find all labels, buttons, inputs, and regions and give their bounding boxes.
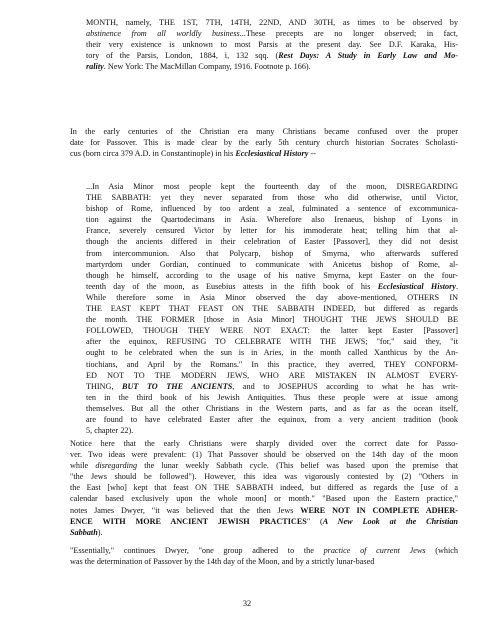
text-line	[86, 425, 458, 436]
text-run: bishop of Rome, influenced by too ardent a zeal, fulminated a sentence of excommunica-	[86, 204, 458, 214]
text-run: though he himself, according to the usage of his native Smyrna, kept Easter on the four-	[86, 270, 458, 280]
text-line	[86, 61, 458, 72]
text-run: calendar based exclusively upon the whole moon] or month." "Based upon the Eastern practice,"	[70, 494, 458, 504]
text-line	[86, 28, 458, 39]
page-number: 32	[242, 599, 252, 608]
text-run: While therefore some in Asia Minor observed the day above-mentioned, OTHERS IN	[86, 292, 458, 302]
text-run: tion against the Quartodecimans in Asia. Wherefore also Irenaeus, bishop of Lyons in	[86, 215, 458, 225]
text-line	[70, 556, 458, 567]
text-line	[86, 225, 458, 236]
text-line	[70, 137, 458, 148]
text-run: 5, chapter 22).	[86, 426, 134, 436]
text-run: the month. THE FORMER [those in Asia Minor] THOUGHT THE JEWS SHOULD BE	[86, 315, 458, 325]
body-paragraph	[70, 545, 458, 567]
emphasized-text	[378, 282, 456, 291]
text-line	[86, 203, 458, 214]
text-line	[86, 370, 458, 381]
text-run: themselves. But all the other Christians in the Western parts, and as far as the ocean itself,	[86, 403, 458, 413]
emphasized-text	[70, 528, 98, 537]
text-run: THE EAST KEPT THAT FEAST ON THE SABBATH INDEED, but differed as regards	[86, 304, 458, 314]
text-run: --	[308, 149, 316, 159]
text-line	[86, 336, 458, 347]
text-run: " (	[306, 516, 323, 526]
text-line	[86, 414, 458, 425]
emphasized-text	[323, 517, 458, 526]
text-line	[86, 292, 458, 303]
text-line	[70, 438, 458, 449]
emphasized-text	[278, 51, 458, 60]
emphasized-text: practice of current Jews	[323, 546, 426, 555]
text-line	[70, 460, 458, 471]
text-run: notes James Dwyer, "it was believed that the then Jews	[70, 505, 301, 515]
text-run: THE SABBATH: yet they never separated from those who did otherwise, until Victor,	[86, 193, 458, 203]
text-line	[86, 325, 458, 336]
text-line	[86, 347, 458, 358]
text-run: tiochians, and April by the Romans." In this practice, they averred, THEY CONFORM-	[86, 359, 458, 369]
text-run: ...In Asia Minor most people kept the fourteenth day of the moon, DISREGARDING	[86, 182, 458, 191]
text-run: "the Jews should be followed"). However, this idea was vigorously contested by (2) "Others in	[70, 472, 458, 482]
text-line	[86, 259, 458, 270]
text-line	[70, 505, 458, 516]
text-run: the lunar weekly Sabbath cycle. (This belief was based upon the premise that	[137, 461, 458, 471]
text-line	[86, 181, 458, 192]
text-run: date for Passover. This is made clear by the early 5th century church historian Socrates Scholasti-	[70, 138, 458, 148]
text-line	[86, 270, 458, 281]
text-line	[70, 527, 458, 538]
text-run: while	[70, 461, 96, 471]
body-paragraph	[70, 438, 458, 538]
text-line	[86, 392, 458, 403]
text-line	[86, 381, 458, 392]
emphasized-text: abstinence from all worldly business	[86, 29, 240, 39]
text-run: ).	[97, 527, 103, 537]
text-run: cus (born circa 379 A.D. in Constantinople) in his	[70, 149, 236, 159]
text-line	[70, 482, 458, 493]
text-line	[70, 471, 458, 482]
text-line	[70, 493, 458, 504]
text-line	[86, 359, 458, 370]
emphasized-text: BUT TO THE ANCIENTS	[122, 381, 233, 391]
text-run: (which	[425, 546, 458, 555]
emphasized-text: Ecclesiastical History	[235, 149, 309, 159]
text-run: France, severely censured Victor by letter for his immoderate heat; telling him that al-	[86, 226, 458, 236]
text-line	[70, 148, 458, 159]
text-line	[86, 50, 458, 61]
text-run: ten in the third book of his Jewish Antiquities. Thus these people were at issue among	[86, 392, 458, 402]
emphasized-text: Sabbath	[70, 527, 98, 537]
text-run: ver. Two ideas were prevalent: (1) That Passover should be observed on the 14th day of the moon	[70, 450, 458, 460]
text-run: teenth day of the moon, as Eusebius attests in the fifth book of his	[86, 281, 378, 291]
text-run: Notice here that the early Christians were sharply divided over the correct date for Passo-	[70, 439, 458, 448]
text-run: .	[455, 281, 458, 291]
text-run: are found to have celebrated Easter after the equinox, from a very ancient tradition (book	[86, 414, 458, 424]
text-line	[70, 545, 458, 556]
emphasized-text: WERE NOT IN COMPLETE ADHER-	[300, 505, 458, 515]
text-line	[86, 248, 458, 259]
text-line	[86, 214, 458, 225]
emphasized-text	[235, 149, 308, 158]
emphasized-text: Ecclesiastical History	[377, 281, 456, 291]
text-line	[86, 403, 458, 414]
text-line	[86, 281, 458, 292]
text-run: "Essentially," continues Dwyer, "one group adhered to the	[70, 546, 324, 555]
text-run: . New York: The MacMillan Company, 1916. Footnote p. 166).	[103, 62, 311, 72]
text-line	[86, 39, 458, 50]
text-run: ...These precepts are no longer observed; in fact,	[239, 29, 458, 39]
emphasized-text: A New Look at the Christian	[322, 516, 458, 526]
emphasized-text: disregarding	[95, 461, 138, 471]
emphasized-text: Rest Days: A Study in Early Law and Mo-	[278, 51, 458, 61]
text-run: their very existence is unknown to most Parsis at the present day. See D.F. Karaka, His-	[86, 40, 458, 50]
block-quote	[86, 17, 458, 72]
text-run: ought to be celebrated when the sun is in Aries, in the month called Xanthicus by the An-	[86, 348, 458, 358]
text-line	[86, 236, 458, 247]
emphasized-text	[86, 62, 104, 71]
text-run: THING,	[86, 381, 123, 391]
emphasized-text: rality	[86, 62, 104, 72]
text-line	[70, 516, 458, 527]
text-run: , and to JOSEPHUS according to what he has writ-	[232, 381, 458, 391]
text-run: FOLLOWED, THOUGH THEY WERE NOT EXACT: the latter kept Easter [Passover]	[86, 326, 458, 336]
text-line	[70, 449, 458, 460]
block-quote	[86, 181, 458, 436]
text-line	[86, 303, 458, 314]
text-run: In the early centuries of the Christian era many Christians became confused over the proper	[70, 127, 458, 136]
text-line	[70, 126, 458, 137]
text-line	[86, 17, 458, 28]
text-line	[86, 192, 458, 203]
emphasized-text: ENCE WITH MORE ANCIENT JEWISH PRACTICES	[70, 516, 307, 526]
text-run: ED NOT TO THE MODERN JEWS, WHO ARE MISTAKEN IN ALMOST EVERY-	[86, 370, 458, 380]
text-run: after the equinox, REFUSING TO CELEBRATE WITH THE JEWS; "for," said they, "it	[86, 337, 458, 347]
text-run: tory of the Parsis, London, 1884, i, 132 sqq. (	[86, 51, 279, 61]
text-line	[86, 314, 458, 325]
text-run: though the ancients differed in their celebration of Easter [Passover], they did not desist	[86, 237, 458, 247]
text-run: was the determination of Passover by the 14th day of the Moon, and by a strictly lunar-based	[70, 557, 375, 567]
text-run: MONTH, namely, THE 1ST, 7TH, 14TH, 22ND, AND 30TH, as times to be observed by	[86, 18, 458, 27]
body-paragraph	[70, 126, 458, 159]
text-run: martyrdom under Gordian, continued to communicate with Anicetus bishop of Rome, al-	[86, 259, 458, 269]
emphasized-text	[122, 382, 232, 391]
text-run: the East [who] kept that feast ON THE SABBATH indeed, but differed as regards the [use of a	[70, 483, 458, 493]
text-run: from intercommunion. Also that Polycarp, bishop of Smyrna, who afterwards suffered	[86, 248, 458, 258]
